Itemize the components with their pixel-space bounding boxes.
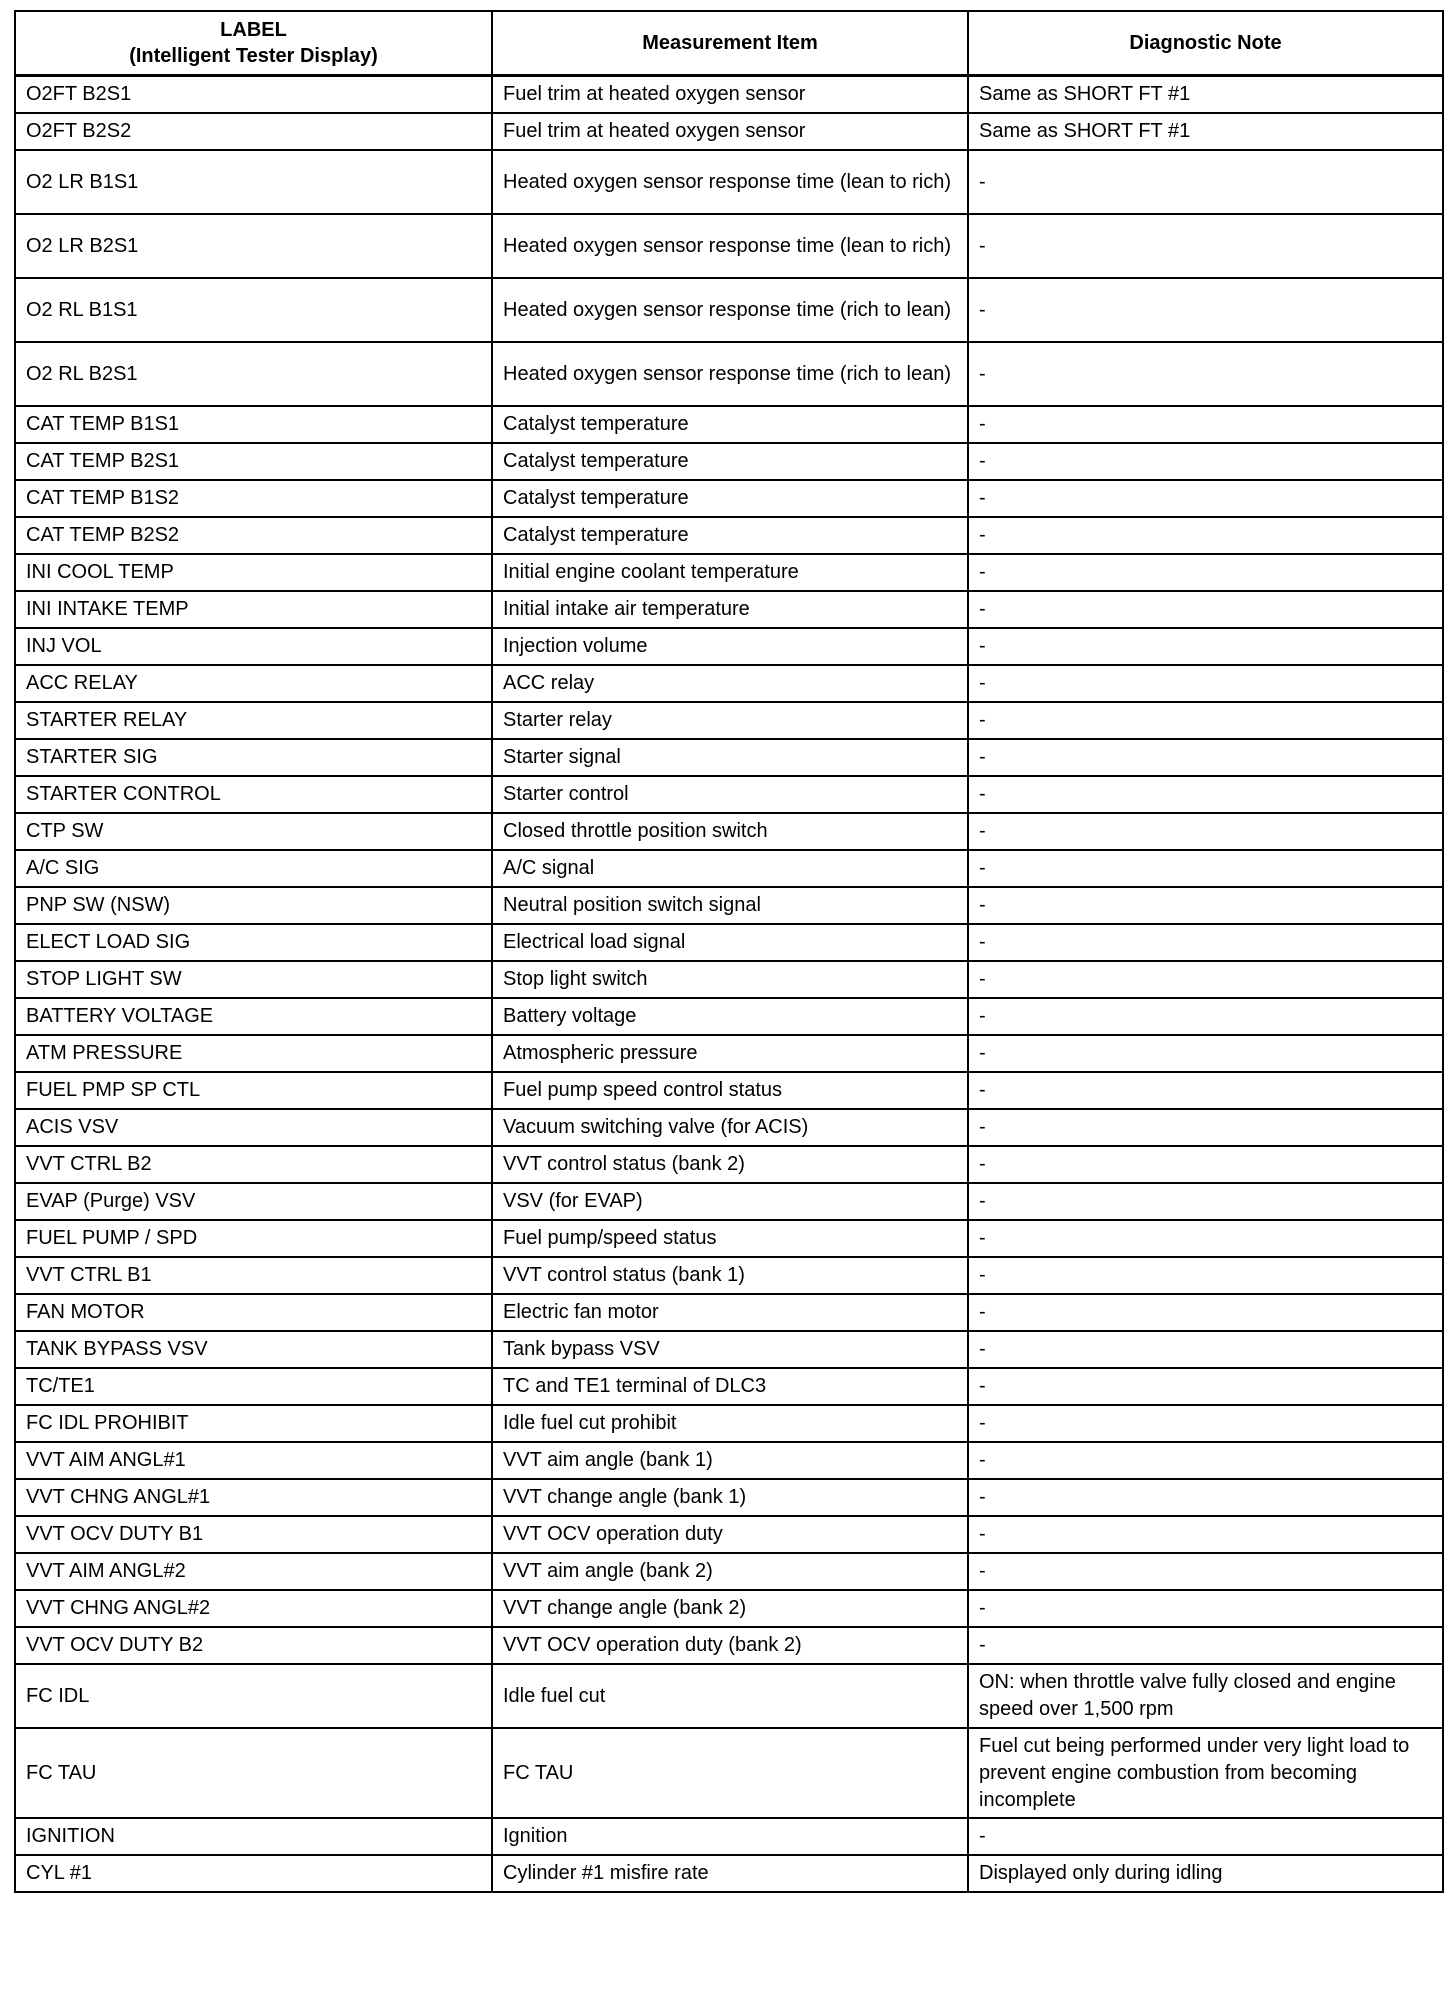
- row-label-cell: EVAP (Purge) VSV: [15, 1183, 492, 1220]
- row-measurement-cell: FC TAU: [492, 1728, 968, 1818]
- row-measurement-cell: Heated oxygen sensor response time (rich to lean): [492, 342, 968, 406]
- row-note-cell: -: [968, 214, 1443, 278]
- row-measurement-cell: Injection volume: [492, 628, 968, 665]
- row-measurement-cell: Catalyst temperature: [492, 406, 968, 443]
- row-measurement-cell: Heated oxygen sensor response time (rich to lean): [492, 278, 968, 342]
- table-row: [15, 776, 1443, 813]
- label-header-line1: LABEL: [220, 19, 287, 41]
- table-row: [15, 554, 1443, 591]
- row-note-cell: -: [968, 887, 1443, 924]
- row-note-cell: -: [968, 1109, 1443, 1146]
- row-note-cell: -: [968, 1072, 1443, 1109]
- row-measurement-cell: Atmospheric pressure: [492, 1035, 968, 1072]
- row-measurement-cell: Neutral position switch signal: [492, 887, 968, 924]
- diagnostic-table-sheet: [14, 10, 1442, 1893]
- row-note-cell: -: [968, 1368, 1443, 1405]
- column-header-label: [15, 11, 492, 76]
- row-label-cell: TANK BYPASS VSV: [15, 1331, 492, 1368]
- table-row: [15, 443, 1443, 480]
- row-label-cell: FUEL PMP SP CTL: [15, 1072, 492, 1109]
- row-label-cell: FUEL PUMP / SPD: [15, 1220, 492, 1257]
- row-note-cell: -: [968, 1294, 1443, 1331]
- row-label-cell: ACIS VSV: [15, 1109, 492, 1146]
- row-note-cell: -: [968, 850, 1443, 887]
- row-measurement-cell: VSV (for EVAP): [492, 1183, 968, 1220]
- column-header-note: Diagnostic Note: [968, 11, 1443, 76]
- row-measurement-cell: Ignition: [492, 1818, 968, 1855]
- row-label-cell: FC IDL PROHIBIT: [15, 1405, 492, 1442]
- row-note-cell: ON: when throttle valve fully closed and engine speed over 1,500 rpm: [968, 1664, 1443, 1728]
- table-row: [15, 76, 1443, 114]
- row-note-cell: -: [968, 739, 1443, 776]
- table-row: [15, 517, 1443, 554]
- row-note-cell: -: [968, 517, 1443, 554]
- row-measurement-cell: Catalyst temperature: [492, 517, 968, 554]
- table-row: [15, 702, 1443, 739]
- row-label-cell: O2 LR B2S1: [15, 214, 492, 278]
- table-row: [15, 1368, 1443, 1405]
- row-note-cell: -: [968, 961, 1443, 998]
- row-note-cell: -: [968, 1220, 1443, 1257]
- table-row: [15, 1146, 1443, 1183]
- row-note-cell: -: [968, 1590, 1443, 1627]
- row-note-cell: Displayed only during idling: [968, 1855, 1443, 1892]
- table-row: [15, 998, 1443, 1035]
- table-row: [15, 924, 1443, 961]
- table-row: [15, 1818, 1443, 1855]
- row-label-cell: BATTERY VOLTAGE: [15, 998, 492, 1035]
- row-label-cell: VVT CHNG ANGL#1: [15, 1479, 492, 1516]
- row-measurement-cell: Electrical load signal: [492, 924, 968, 961]
- row-label-cell: CAT TEMP B1S1: [15, 406, 492, 443]
- table-row: [15, 739, 1443, 776]
- row-label-cell: VVT CTRL B1: [15, 1257, 492, 1294]
- table-row: [15, 1479, 1443, 1516]
- table-row: [15, 961, 1443, 998]
- row-label-cell: INI COOL TEMP: [15, 554, 492, 591]
- table-row: [15, 1728, 1443, 1818]
- row-measurement-cell: Tank bypass VSV: [492, 1331, 968, 1368]
- row-note-cell: Same as SHORT FT #1: [968, 113, 1443, 150]
- row-note-cell: -: [968, 1627, 1443, 1664]
- table-body: [15, 76, 1443, 1893]
- row-label-cell: O2 RL B1S1: [15, 278, 492, 342]
- row-label-cell: ACC RELAY: [15, 665, 492, 702]
- row-note-cell: -: [968, 1516, 1443, 1553]
- row-label-cell: STARTER RELAY: [15, 702, 492, 739]
- table-header-row: [15, 11, 1443, 76]
- row-measurement-cell: Cylinder #1 misfire rate: [492, 1855, 968, 1892]
- row-label-cell: VVT OCV DUTY B1: [15, 1516, 492, 1553]
- row-note-cell: -: [968, 1035, 1443, 1072]
- row-note-cell: -: [968, 1331, 1443, 1368]
- row-note-cell: -: [968, 1818, 1443, 1855]
- row-label-cell: CAT TEMP B1S2: [15, 480, 492, 517]
- row-note-cell: -: [968, 924, 1443, 961]
- row-note-cell: -: [968, 813, 1443, 850]
- table-row: [15, 113, 1443, 150]
- row-note-cell: -: [968, 278, 1443, 342]
- row-measurement-cell: Starter relay: [492, 702, 968, 739]
- row-note-cell: -: [968, 665, 1443, 702]
- row-label-cell: O2 RL B2S1: [15, 342, 492, 406]
- row-label-cell: O2FT B2S2: [15, 113, 492, 150]
- row-label-cell: VVT OCV DUTY B2: [15, 1627, 492, 1664]
- row-label-cell: VVT AIM ANGL#1: [15, 1442, 492, 1479]
- table-row: [15, 1664, 1443, 1728]
- row-note-cell: -: [968, 1479, 1443, 1516]
- row-label-cell: CAT TEMP B2S2: [15, 517, 492, 554]
- row-measurement-cell: Initial intake air temperature: [492, 591, 968, 628]
- row-measurement-cell: Electric fan motor: [492, 1294, 968, 1331]
- row-label-cell: PNP SW (NSW): [15, 887, 492, 924]
- row-measurement-cell: VVT control status (bank 2): [492, 1146, 968, 1183]
- row-label-cell: STOP LIGHT SW: [15, 961, 492, 998]
- row-note-cell: Same as SHORT FT #1: [968, 76, 1443, 114]
- row-measurement-cell: Heated oxygen sensor response time (lean to rich): [492, 150, 968, 214]
- row-measurement-cell: VVT OCV operation duty: [492, 1516, 968, 1553]
- row-measurement-cell: VVT control status (bank 1): [492, 1257, 968, 1294]
- row-label-cell: O2 LR B1S1: [15, 150, 492, 214]
- table-row: [15, 591, 1443, 628]
- row-measurement-cell: ACC relay: [492, 665, 968, 702]
- row-measurement-cell: VVT aim angle (bank 2): [492, 1553, 968, 1590]
- row-measurement-cell: Idle fuel cut prohibit: [492, 1405, 968, 1442]
- row-measurement-cell: TC and TE1 terminal of DLC3: [492, 1368, 968, 1405]
- row-note-cell: -: [968, 342, 1443, 406]
- row-note-cell: Fuel cut being performed under very light load to prevent engine combustion from becoming incomplete: [968, 1728, 1443, 1818]
- table-row: [15, 1220, 1443, 1257]
- row-label-cell: FC TAU: [15, 1728, 492, 1818]
- row-label-cell: O2FT B2S1: [15, 76, 492, 114]
- table-row: [15, 1627, 1443, 1664]
- table-row: [15, 342, 1443, 406]
- row-measurement-cell: Initial engine coolant temperature: [492, 554, 968, 591]
- row-label-cell: FAN MOTOR: [15, 1294, 492, 1331]
- table-row: [15, 1855, 1443, 1892]
- row-label-cell: CAT TEMP B2S1: [15, 443, 492, 480]
- column-header-measurement: Measurement Item: [492, 11, 968, 76]
- row-measurement-cell: VVT OCV operation duty (bank 2): [492, 1627, 968, 1664]
- table-row: [15, 1331, 1443, 1368]
- table-row: [15, 1109, 1443, 1146]
- table-row: [15, 1294, 1443, 1331]
- row-label-cell: IGNITION: [15, 1818, 492, 1855]
- row-label-cell: VVT AIM ANGL#2: [15, 1553, 492, 1590]
- row-note-cell: -: [968, 998, 1443, 1035]
- row-label-cell: STARTER SIG: [15, 739, 492, 776]
- label-header-line2: (Intelligent Tester Display): [129, 45, 378, 67]
- row-label-cell: CYL #1: [15, 1855, 492, 1892]
- table-row: [15, 406, 1443, 443]
- table-row: [15, 665, 1443, 702]
- row-label-cell: ATM PRESSURE: [15, 1035, 492, 1072]
- table-row: [15, 1072, 1443, 1109]
- row-note-cell: -: [968, 554, 1443, 591]
- row-measurement-cell: Starter signal: [492, 739, 968, 776]
- diagnostic-data-table: [14, 10, 1444, 1893]
- row-note-cell: -: [968, 591, 1443, 628]
- table-row: [15, 1257, 1443, 1294]
- table-row: [15, 1035, 1443, 1072]
- table-row: [15, 1516, 1443, 1553]
- row-note-cell: -: [968, 150, 1443, 214]
- row-measurement-cell: Starter control: [492, 776, 968, 813]
- row-measurement-cell: Fuel trim at heated oxygen sensor: [492, 76, 968, 114]
- row-note-cell: -: [968, 1146, 1443, 1183]
- table-row: [15, 278, 1443, 342]
- row-label-cell: VVT CHNG ANGL#2: [15, 1590, 492, 1627]
- row-note-cell: -: [968, 406, 1443, 443]
- table-row: [15, 1553, 1443, 1590]
- row-note-cell: -: [968, 776, 1443, 813]
- row-measurement-cell: Vacuum switching valve (for ACIS): [492, 1109, 968, 1146]
- row-note-cell: -: [968, 702, 1443, 739]
- table-row: [15, 1405, 1443, 1442]
- row-measurement-cell: Fuel pump speed control status: [492, 1072, 968, 1109]
- row-measurement-cell: VVT aim angle (bank 1): [492, 1442, 968, 1479]
- row-measurement-cell: Fuel trim at heated oxygen sensor: [492, 113, 968, 150]
- row-note-cell: -: [968, 443, 1443, 480]
- row-label-cell: STARTER CONTROL: [15, 776, 492, 813]
- row-measurement-cell: Heated oxygen sensor response time (lean to rich): [492, 214, 968, 278]
- row-note-cell: -: [968, 628, 1443, 665]
- row-label-cell: INJ VOL: [15, 628, 492, 665]
- row-note-cell: -: [968, 1405, 1443, 1442]
- row-note-cell: -: [968, 480, 1443, 517]
- row-measurement-cell: A/C signal: [492, 850, 968, 887]
- row-label-cell: INI INTAKE TEMP: [15, 591, 492, 628]
- table-row: [15, 628, 1443, 665]
- row-measurement-cell: VVT change angle (bank 2): [492, 1590, 968, 1627]
- row-label-cell: ELECT LOAD SIG: [15, 924, 492, 961]
- row-label-cell: A/C SIG: [15, 850, 492, 887]
- row-note-cell: -: [968, 1553, 1443, 1590]
- row-note-cell: -: [968, 1183, 1443, 1220]
- row-measurement-cell: VVT change angle (bank 1): [492, 1479, 968, 1516]
- row-label-cell: CTP SW: [15, 813, 492, 850]
- table-row: [15, 813, 1443, 850]
- row-label-cell: VVT CTRL B2: [15, 1146, 492, 1183]
- table-row: [15, 1590, 1443, 1627]
- row-measurement-cell: Closed throttle position switch: [492, 813, 968, 850]
- row-note-cell: -: [968, 1442, 1443, 1479]
- row-note-cell: -: [968, 1257, 1443, 1294]
- row-measurement-cell: Catalyst temperature: [492, 480, 968, 517]
- table-row: [15, 1183, 1443, 1220]
- row-measurement-cell: Stop light switch: [492, 961, 968, 998]
- table-row: [15, 850, 1443, 887]
- row-measurement-cell: Catalyst temperature: [492, 443, 968, 480]
- table-row: [15, 1442, 1443, 1479]
- table-row: [15, 480, 1443, 517]
- row-label-cell: TC/TE1: [15, 1368, 492, 1405]
- row-measurement-cell: Idle fuel cut: [492, 1664, 968, 1728]
- row-measurement-cell: Fuel pump/speed status: [492, 1220, 968, 1257]
- table-row: [15, 887, 1443, 924]
- row-label-cell: FC IDL: [15, 1664, 492, 1728]
- table-row: [15, 214, 1443, 278]
- row-measurement-cell: Battery voltage: [492, 998, 968, 1035]
- table-row: [15, 150, 1443, 214]
